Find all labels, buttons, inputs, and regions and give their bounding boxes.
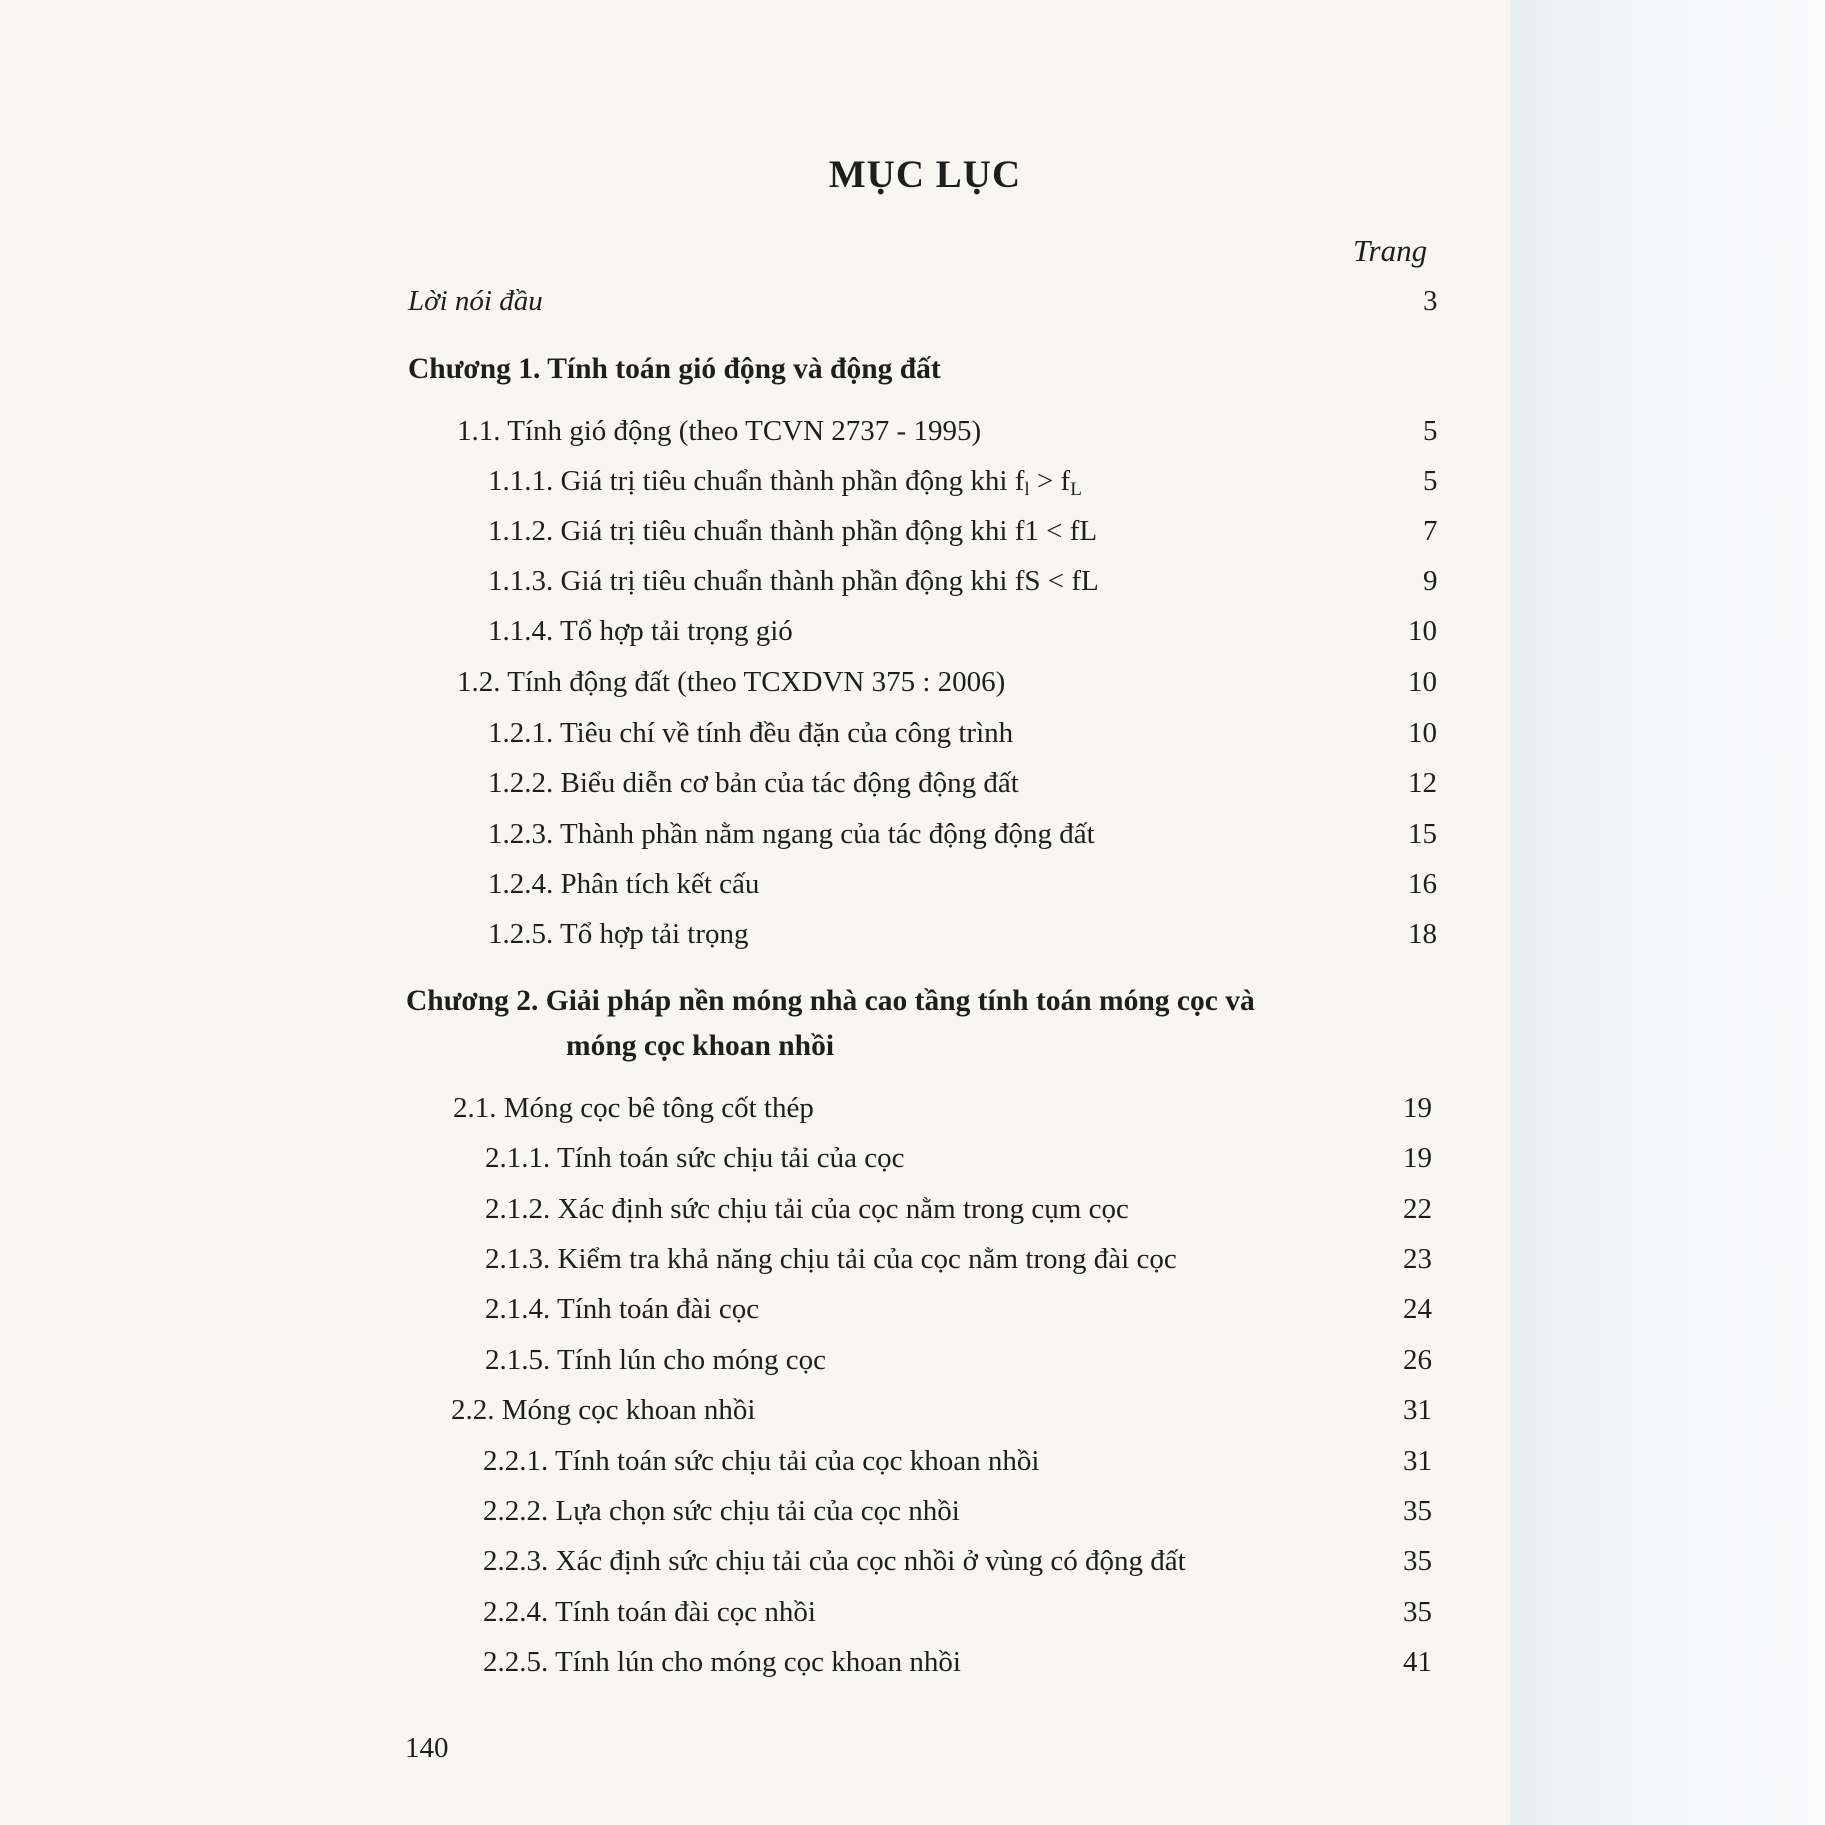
toc-section-2-1-4 <box>485 1293 759 1326</box>
toc-page-2-2-5 <box>1403 1646 1432 1679</box>
toc-page-2-1-4 <box>1403 1293 1432 1326</box>
toc-page-number: 3 <box>1423 285 1438 317</box>
toc-entry-text: 2.1.5. Tính lún cho móng cọc <box>485 1344 826 1376</box>
toc-page-number: 12 <box>1408 767 1437 799</box>
page-edge-shadow <box>1510 0 1825 1825</box>
page-column-header: Trang <box>1353 233 1428 268</box>
subscript: L <box>1070 479 1082 500</box>
toc-page-number: 10 <box>1408 666 1437 698</box>
toc-section-2-2-5 <box>483 1646 961 1679</box>
toc-page-number: 18 <box>1408 918 1437 950</box>
toc-chapter-2 <box>406 985 1255 1018</box>
toc-entry-text: Chương 2. Giải pháp nền móng nhà cao tầng tính toán móng cọc và <box>406 985 1255 1017</box>
toc-section-1-1 <box>457 415 981 448</box>
toc-page-number: 31 <box>1403 1394 1432 1426</box>
toc-entry-text: 2.2.3. Xác định sức chịu tải của cọc nhồi ở vùng có động đất <box>483 1545 1186 1577</box>
toc-page-1-2-5 <box>1408 918 1437 951</box>
toc-section-2-2-3 <box>483 1545 1186 1578</box>
toc-page-number: 10 <box>1408 615 1437 647</box>
toc-entry-text: 2.1.4. Tính toán đài cọc <box>485 1293 760 1325</box>
toc-entry-text: 1.2.1. Tiêu chí về tính đều đặn của công trình <box>488 717 1014 749</box>
toc-page-number: 19 <box>1403 1092 1432 1124</box>
toc-entry-text: 1.2. Tính động đất (theo TCXDVN 375 : 2006) <box>457 666 1006 698</box>
toc-section-2-1-3 <box>485 1243 1177 1276</box>
toc-page-1-1-4 <box>1408 615 1437 648</box>
toc-entry-text: 1.2.3. Thành phần nằm ngang của tác động động đất <box>488 818 1095 850</box>
toc-chapter-1 <box>408 353 941 386</box>
toc-entry-text: 2.1.2. Xác định sức chịu tải của cọc nằm trong cụm cọc <box>485 1193 1129 1225</box>
toc-page-2-1-3 <box>1403 1243 1432 1276</box>
toc-section-2-2-4 <box>483 1596 816 1629</box>
toc-entry-text: 1.1.1. Giá trị tiêu chuẩn thành phần động khi f <box>488 465 1025 497</box>
page-number: 140 <box>405 1732 449 1764</box>
toc-page-number: 5 <box>1423 465 1438 497</box>
toc-section-2-2 <box>451 1394 755 1427</box>
toc-page-1-1 <box>1423 415 1438 448</box>
toc-page-number: 15 <box>1408 818 1437 850</box>
toc-section-1-2 <box>457 666 1005 699</box>
toc-page-2-2-4 <box>1403 1596 1432 1629</box>
toc-section-2-1-2 <box>485 1193 1129 1226</box>
toc-entry-text: Lời nói đầu <box>408 285 543 317</box>
toc-entry-text: 1.2.5. Tổ hợp tải trọng <box>488 918 749 950</box>
toc-entry-text: 1.1.3. Giá trị tiêu chuẩn thành phần động khi fS < fL <box>488 565 1099 597</box>
toc-page-number: 19 <box>1403 1142 1432 1174</box>
toc-page-number: 35 <box>1403 1545 1432 1577</box>
toc-section-1-2-5 <box>488 918 748 951</box>
toc-page-2-1-2 <box>1403 1193 1432 1226</box>
toc-page-1-1-1 <box>1423 465 1438 498</box>
toc-entry-text: 2.1. Móng cọc bê tông cốt thép <box>453 1092 814 1124</box>
toc-page-number: 7 <box>1423 515 1438 547</box>
toc-entry-text: 2.2.1. Tính toán sức chịu tải của cọc khoan nhồi <box>483 1445 1040 1477</box>
toc-chapter-2-line2 <box>566 1030 834 1063</box>
toc-entry-text: móng cọc khoan nhồi <box>566 1030 835 1062</box>
toc-entry-text: 2.2. Móng cọc khoan nhồi <box>451 1394 756 1426</box>
toc-entry-text: 2.2.5. Tính lún cho móng cọc khoan nhồi <box>483 1646 961 1678</box>
toc-page-1-2 <box>1408 666 1437 699</box>
toc-section-1-2-4 <box>488 868 759 901</box>
toc-page-2-2 <box>1403 1394 1432 1427</box>
toc-page-number: 24 <box>1403 1293 1432 1325</box>
toc-page-2-1-5 <box>1403 1344 1432 1377</box>
toc-page-number: 41 <box>1403 1646 1432 1678</box>
toc-page-2-2-2 <box>1403 1495 1432 1528</box>
toc-page-number: 35 <box>1403 1596 1432 1628</box>
toc-entry-text-mid: > f <box>1029 465 1071 497</box>
toc-section-1-2-1 <box>488 717 1013 750</box>
toc-entry-text: 1.1.2. Giá trị tiêu chuẩn thành phần động khi f1 < fL <box>488 515 1098 547</box>
toc-page-1-2-1 <box>1408 717 1437 750</box>
toc-entry-text: 1.1. Tính gió động (theo TCVN 2737 - 1995) <box>457 415 982 447</box>
toc-section-2-1 <box>453 1092 814 1125</box>
toc-section-1-1-3 <box>488 565 1099 598</box>
toc-page-1-1-3 <box>1423 565 1438 598</box>
toc-page-1-2-3 <box>1408 818 1437 851</box>
toc-section-1-2-2 <box>488 767 1019 800</box>
toc-entry-text: 1.2.2. Biểu diễn cơ bản của tác động động đất <box>488 767 1019 799</box>
toc-section-2-1-5 <box>485 1344 826 1377</box>
toc-page-2-2-1 <box>1403 1445 1432 1478</box>
toc-page-number: 35 <box>1403 1495 1432 1527</box>
page-title: MỤC LỤC <box>828 153 1022 196</box>
toc-entry-text: 2.1.3. Kiểm tra khả năng chịu tải của cọc nằm trong đài cọc <box>485 1243 1177 1275</box>
toc-page-1-2-2 <box>1408 767 1437 800</box>
toc-entry-preface <box>408 285 543 318</box>
toc-section-1-1-4 <box>488 615 793 648</box>
subscript: l <box>1024 479 1030 500</box>
toc-page-1-2-4 <box>1408 868 1437 901</box>
toc-section-2-2-1 <box>483 1445 1039 1478</box>
toc-page-number: 22 <box>1403 1193 1432 1225</box>
toc-page-1-1-2 <box>1423 515 1438 548</box>
toc-page-number: 9 <box>1423 565 1438 597</box>
toc-section-2-1-1 <box>485 1142 904 1175</box>
toc-page-number: 31 <box>1403 1445 1432 1477</box>
toc-page-number: 5 <box>1423 415 1438 447</box>
toc-section-1-1-2 <box>488 515 1097 548</box>
toc-page-number: 26 <box>1403 1344 1432 1376</box>
toc-page-preface <box>1423 285 1438 318</box>
toc-entry-text: 1.1.4. Tổ hợp tải trọng gió <box>488 615 793 647</box>
toc-entry-text: Chương 1. Tính toán gió động và động đất <box>408 353 941 385</box>
toc-entry-text: 1.2.4. Phân tích kết cấu <box>488 868 760 900</box>
toc-section-1-2-3 <box>488 818 1095 851</box>
toc-page-2-1-1 <box>1403 1142 1432 1175</box>
toc-page-2-2-3 <box>1403 1545 1432 1578</box>
toc-entry-text: 2.2.4. Tính toán đài cọc nhồi <box>483 1596 816 1628</box>
toc-page-number: 10 <box>1408 717 1437 749</box>
toc-page-number: 16 <box>1408 868 1437 900</box>
toc-section-1-1-1 <box>488 465 1082 498</box>
toc-page-number: 23 <box>1403 1243 1432 1275</box>
toc-section-2-2-2 <box>483 1495 960 1528</box>
toc-page-2-1 <box>1403 1092 1432 1125</box>
toc-entry-text: 2.2.2. Lựa chọn sức chịu tải của cọc nhồi <box>483 1495 960 1527</box>
toc-entry-text: 2.1.1. Tính toán sức chịu tải của cọc <box>485 1142 905 1174</box>
